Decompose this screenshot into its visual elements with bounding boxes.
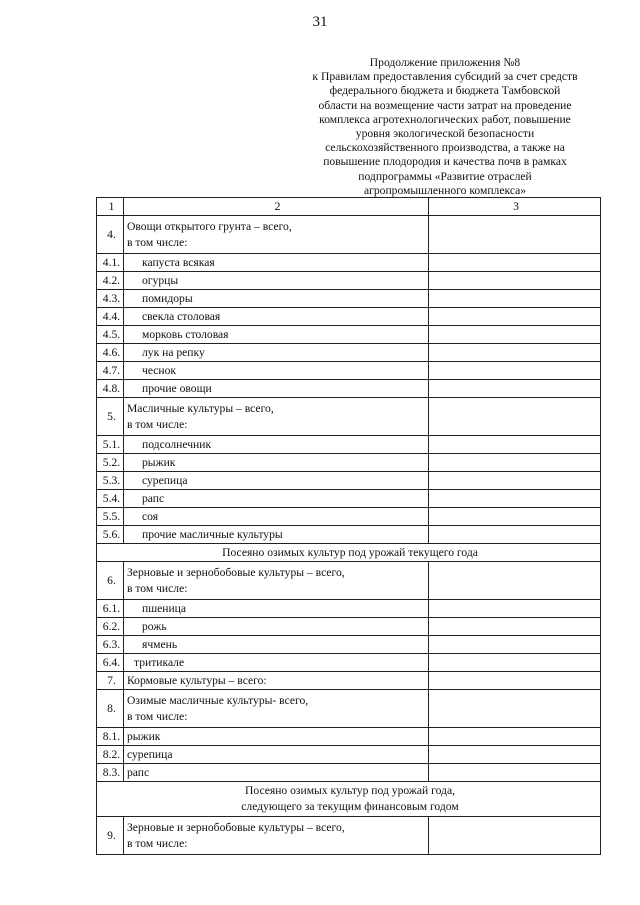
table-row [97,472,601,490]
heading-line: федерального бюджета и бюджета Тамбовской [329,84,561,98]
value-cell [429,618,601,636]
row-number: 9. [97,817,124,855]
table-row [97,508,601,526]
row-label-line: в том числе: [127,581,188,595]
value-cell [429,344,601,362]
table-row [97,728,601,746]
row-label-line: в том числе: [127,836,188,850]
row-label [124,216,429,254]
value-cell [429,490,601,508]
table-row [97,308,601,326]
row-label [124,398,429,436]
table-row [97,436,601,454]
value-cell [429,636,601,654]
row-number: 8.1. [97,728,124,746]
value-cell [429,764,601,782]
row-label: свекла столовая [124,308,429,326]
value-cell [429,672,601,690]
row-label [124,690,429,728]
value-cell [429,472,601,490]
row-number: 5.6. [97,526,124,544]
row-label [124,817,429,855]
table-row [97,380,601,398]
row-number: 6.3. [97,636,124,654]
row-label: лук на репку [124,344,429,362]
value-cell [429,380,601,398]
row-label: тритикале [124,654,429,672]
row-label: рожь [124,618,429,636]
table-row [97,654,601,672]
row-label: рыжик [124,728,429,746]
row-label-line: в том числе: [127,417,188,431]
row-label-line: Масличные культуры – всего, [127,401,274,415]
value-cell [429,362,601,380]
heading-line: комплекса агротехнологических работ, повышение [319,112,571,126]
row-label: капуста всякая [124,254,429,272]
column-header: 2 [124,198,429,216]
column-header: 3 [429,198,601,216]
row-label: ячмень [124,636,429,654]
table-row [97,600,601,618]
section-row [97,544,601,562]
row-number: 4.5. [97,326,124,344]
value-cell [429,600,601,618]
crop-table [96,197,601,855]
row-label: чеснок [124,362,429,380]
table-row [97,618,601,636]
value-cell [429,454,601,472]
row-label: пшеница [124,600,429,618]
section-title [97,782,601,817]
heading-line: подпрограммы «Развитие отраслей [358,169,532,183]
table-row [97,526,601,544]
row-number: 4. [97,216,124,254]
row-number: 5.4. [97,490,124,508]
value-cell [429,436,601,454]
heading-line: к Правилам предоставления субсидий за счет средств [312,70,578,84]
row-label-line: Зерновые и зернобобовые культуры – всего, [127,565,345,579]
heading-line: повышение плодородия и качества почв в рамках [323,155,567,169]
table-row [97,454,601,472]
row-number: 6. [97,562,124,600]
row-label: морковь столовая [124,326,429,344]
table-row [97,254,601,272]
table-row [97,290,601,308]
row-label: подсолнечник [124,436,429,454]
table-row [97,764,601,782]
table-row [97,636,601,654]
row-label-line: Овощи открытого грунта – всего, [127,219,292,233]
row-label: сурепица [124,746,429,764]
row-label: рыжик [124,454,429,472]
heading-line: области на возмещение части затрат на проведение [318,98,572,112]
row-number: 8.2. [97,746,124,764]
row-label: Кормовые культуры – всего: [124,672,429,690]
row-label-line: Зерновые и зернобобовые культуры – всего, [127,820,345,834]
row-number: 7. [97,672,124,690]
row-label: огурцы [124,272,429,290]
row-label-line: в том числе: [127,235,188,249]
value-cell [429,308,601,326]
table-row [97,326,601,344]
row-label: рапс [124,490,429,508]
row-label [124,562,429,600]
row-label: прочие овощи [124,380,429,398]
table-row [97,216,601,254]
value-cell [429,690,601,728]
column-header: 1 [97,198,124,216]
table-row [97,817,601,855]
row-number: 4.4. [97,308,124,326]
row-label: прочие масличные культуры [124,526,429,544]
value-cell [429,290,601,308]
table-row [97,398,601,436]
row-number: 4.1. [97,254,124,272]
table-row [97,672,601,690]
row-number: 6.2. [97,618,124,636]
table-row [97,690,601,728]
table-row [97,746,601,764]
value-cell [429,398,601,436]
value-cell [429,562,601,600]
row-label: рапс [124,764,429,782]
value-cell [429,254,601,272]
page-number: 31 [312,14,328,30]
row-number: 4.8. [97,380,124,398]
table-header-row [97,198,601,216]
table-row [97,490,601,508]
appendix-heading [282,56,608,198]
row-label: соя [124,508,429,526]
value-cell [429,272,601,290]
value-cell [429,326,601,344]
value-cell [429,728,601,746]
section-row [97,782,601,817]
row-number: 5.2. [97,454,124,472]
row-number: 5. [97,398,124,436]
row-label: сурепица [124,472,429,490]
row-number: 4.3. [97,290,124,308]
section-title-line: Посеяно озимых культур под урожай года, [244,784,456,797]
row-number: 4.6. [97,344,124,362]
value-cell [429,508,601,526]
heading-line: Продолжение приложения №8 [369,56,521,69]
heading-line: агропромышленного комплекса» [363,183,527,197]
table-row [97,272,601,290]
value-cell [429,746,601,764]
row-number: 6.4. [97,654,124,672]
row-number: 5.5. [97,508,124,526]
heading-line: сельскохозяйственного производства, а также на [325,141,565,155]
row-label-line: Озимые масличные культуры- всего, [127,693,309,707]
row-number: 6.1. [97,600,124,618]
row-number: 5.1. [97,436,124,454]
heading-line: уровня экологической безопасности [355,127,535,141]
row-number: 4.2. [97,272,124,290]
value-cell [429,526,601,544]
row-number: 8.3. [97,764,124,782]
row-number: 4.7. [97,362,124,380]
value-cell [429,216,601,254]
section-title: Посеяно озимых культур под урожай текущего года [97,544,601,562]
row-label: помидоры [124,290,429,308]
row-number: 5.3. [97,472,124,490]
table-row [97,362,601,380]
table-row [97,344,601,362]
value-cell [429,817,601,855]
section-title-line: следующего за текущим финансовым годом [241,800,459,813]
row-number: 8. [97,690,124,728]
value-cell [429,654,601,672]
row-label-line: в том числе: [127,709,188,723]
table-row [97,562,601,600]
